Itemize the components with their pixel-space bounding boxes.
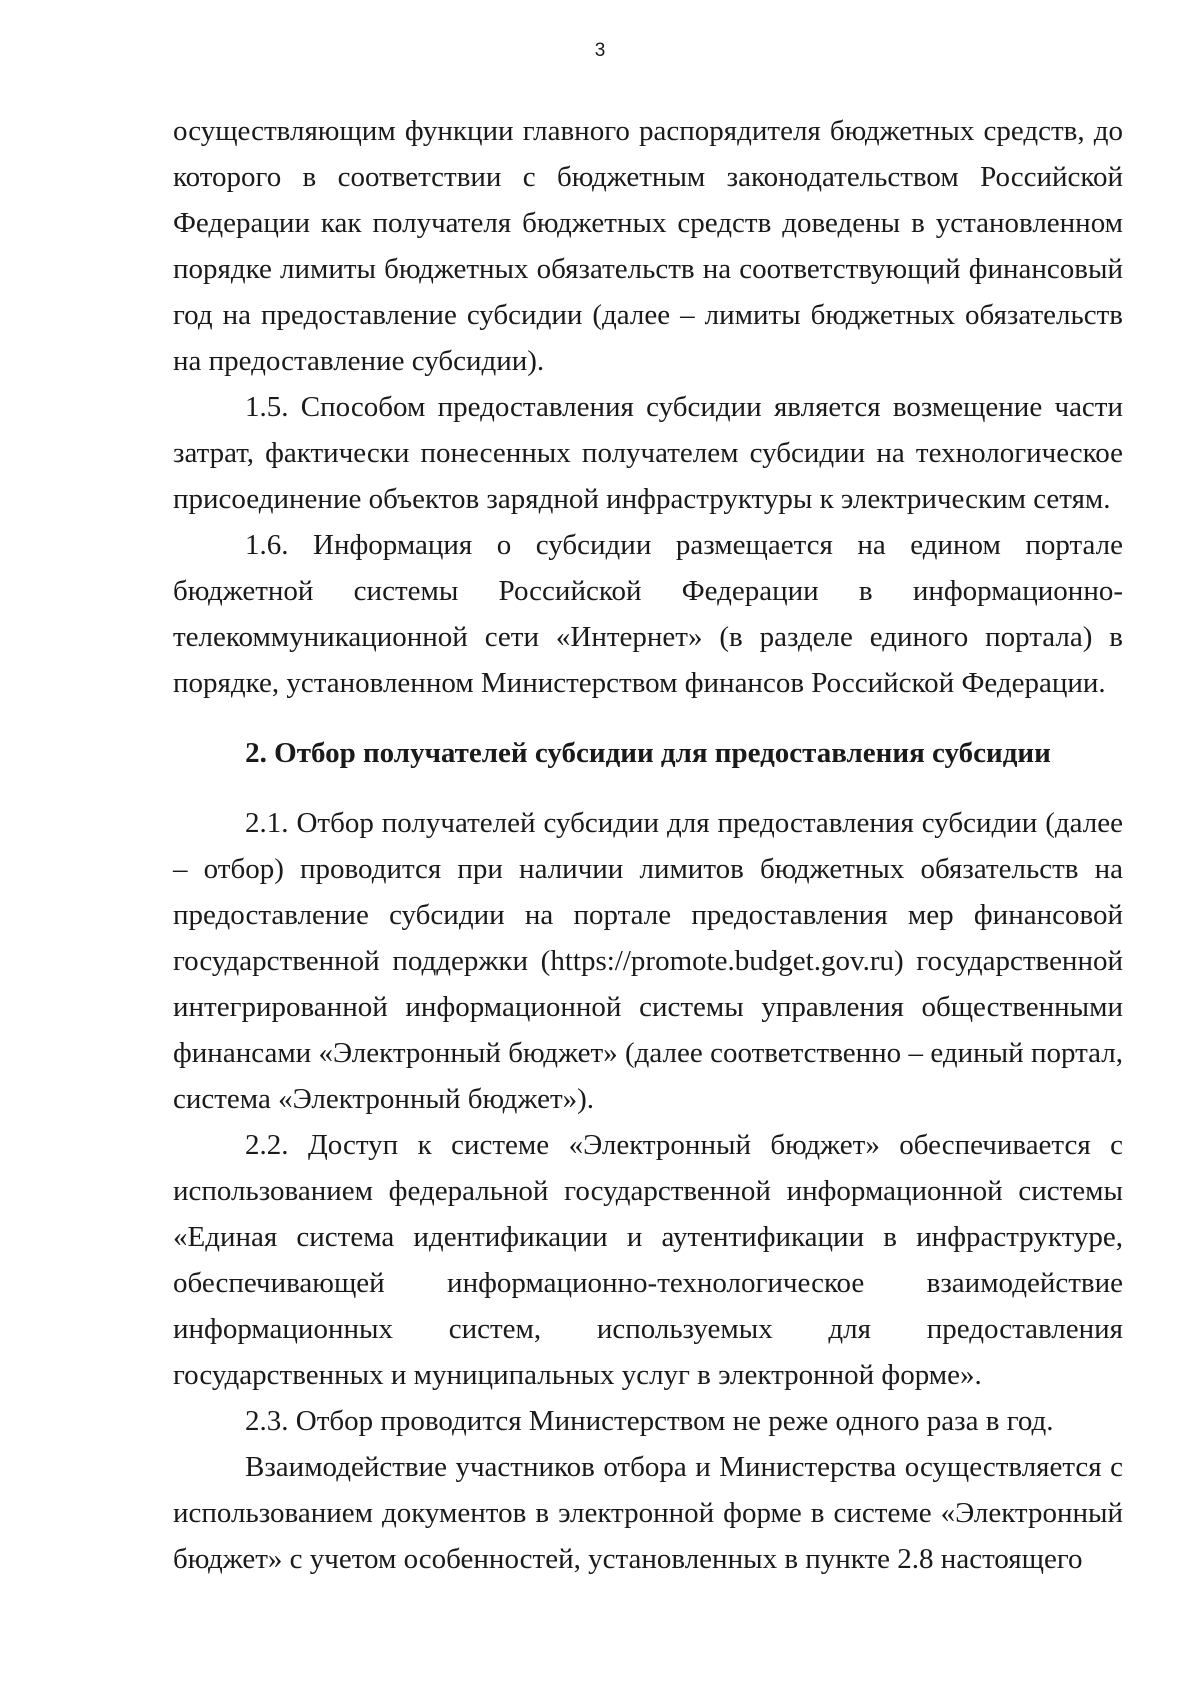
paragraph-2-1: 2.1. Отбор получателей субсидии для предоставления субсидии (далее – отбор) проводится при наличии лимитов бюджетных обязательств на предоставление субсидии на портале предоставления мер финансовой государственной поддержки (https://promote.budget.gov.ru) государственной интегрированной информационной системы управления общественными финансами «Электронный бюджет» (далее соответственно – единый портал, система «Электронный бюджет»). — [173, 807, 1123, 1115]
paragraph-2-3: 2.3. Отбор проводится Министерством не реже одного раза в год. — [245, 1405, 1054, 1437]
paragraph-2-2: 2.2. Доступ к системе «Электронный бюджет» обеспечивается с использованием федеральной государственной информационной системы «Единая система идентификации и аутентификации в инфраструктуре, обеспечивающей информационно-технологическое взаимодействие информационных систем, используемых для предоставления государственных и муниципальных услуг в электронной форме». — [173, 1129, 1123, 1391]
paragraph-1-4-continuation: осуществляющим функции главного распорядителя бюджетных средств, до которого в соответствии с бюджетным законодательством Российской Федерации как получателя бюджетных средств доведены в установленном порядке лимиты бюджетных обязательств на соответствующий финансовый год на предоставление субсидии (далее – лимиты бюджетных обязательств на предоставление субсидии). — [173, 115, 1123, 377]
paragraph-2-3-continued: Взаимодействие участников отбора и Министерства осуществляется с использованием документов в электронной форме в системе «Электронный бюджет» с учетом особенностей, установленных в пункте 2.8 настоящего — [173, 1451, 1123, 1575]
page-number: 3 — [594, 40, 606, 61]
paragraph-1-6: 1.6. Информация о субсидии размещается на едином портале бюджетной системы Российской Федерации в информационно-телекоммуникационной сети «Интернет» (в разделе единого портала) в порядке, установленном Министерством финансов Российской Федерации. — [173, 529, 1123, 699]
document-body — [173, 108, 1123, 1582]
section-heading: 2. Отбор получателей субсидии для предоставления субсидии — [245, 737, 1051, 769]
paragraph-1-5: 1.5. Способом предоставления субсидии является возмещение части затрат, фактически понесенных получателем субсидии на технологическое присоединение объектов зарядной инфраструктуры к электрическим сетям. — [173, 391, 1123, 515]
